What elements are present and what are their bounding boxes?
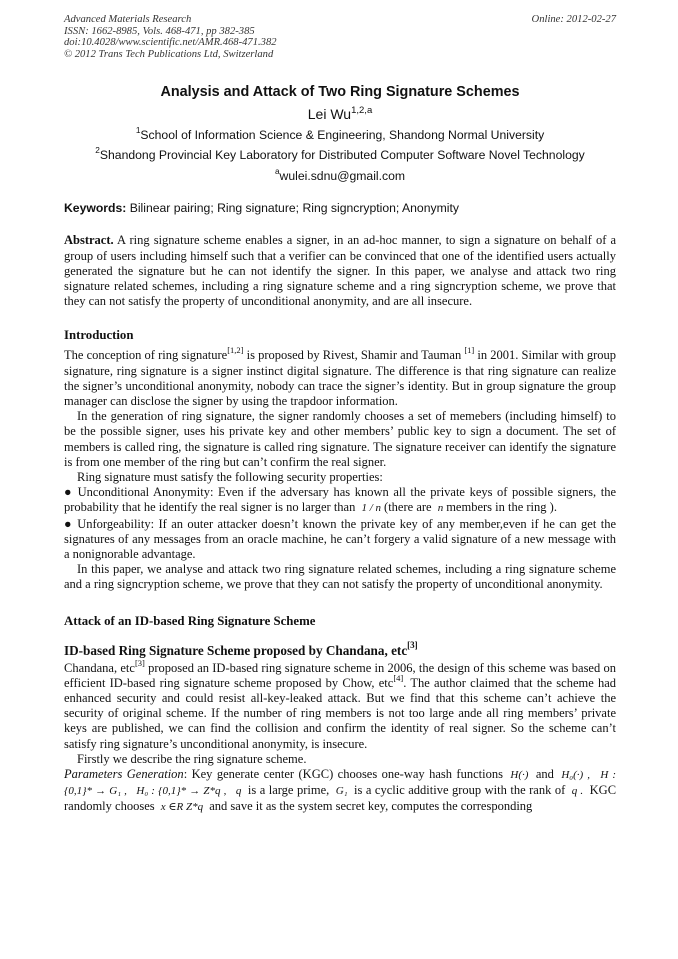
- attack-paragraph-1: [64, 657, 617, 752]
- copyright: © 2012 Trans Tech Publications Ltd, Switzerland: [64, 48, 274, 60]
- math-inline: q .: [571, 785, 584, 798]
- section-heading-attack: Attack of an ID-based Ring Signature Scheme: [64, 613, 316, 628]
- keywords: [64, 201, 616, 215]
- paper-page: [64, 14, 616, 816]
- abstract-label: Abstract.: [64, 233, 114, 248]
- subsection-title-text: ID-based Ring Signature Scheme proposed by Chandana, etc: [64, 642, 408, 658]
- parameters-generation-label: Parameters Generation: [64, 767, 184, 782]
- keywords-label: Keywords:: [64, 201, 127, 216]
- math-inline: n: [437, 502, 444, 515]
- bullet1-text-a: ● Unconditional Anonymity: Even if the adversary has known all the private keys of possible signers, the probability that he identify the real signer is no larger than: [64, 485, 616, 515]
- online-date: Online: 2012-02-27: [531, 14, 616, 25]
- intro-paragraph-4: In this paper, we analyse and attack two ring signature related schemes, including a ring signature scheme and a ring signcryption scheme, we prove that they can not satisfy the property of unconditional anonymity.: [64, 562, 616, 592]
- email-sup: a: [274, 166, 280, 177]
- params-text-d: KGC randomly chooses: [64, 783, 617, 814]
- math-inline: q: [235, 785, 242, 798]
- math-inline: G₁: [335, 785, 348, 798]
- bullet-unconditional-anonymity: [64, 485, 616, 516]
- math-inline: H₀(·) ,: [561, 769, 590, 782]
- math-inline: H : {0,1}* → G₁ ,: [64, 769, 617, 798]
- abstract-text: A ring signature scheme enables a signer, in an ad-hoc manner, to sign a signature on behalf of a group of users including himself such that a verifier can be convinced that one of the identified users actually generated the signature but he can not identify the signer. In this paper, we analyse and attack two ring signature related schemes, including a ring signature scheme and a ring signcryption scheme, we prove that they can not satisfy the property of unconditional anonymity, and are all insecure.: [64, 233, 616, 309]
- keywords-text: Bilinear pairing; Ring signature; Ring signcryption; Anonymity: [126, 201, 459, 216]
- attack-body: [64, 657, 617, 816]
- citation-ref: [1]: [464, 345, 475, 356]
- bullet1-text-c: members in the ring ).: [446, 500, 557, 515]
- math-inline: H(·): [510, 769, 529, 782]
- intro-p1-text-a: The conception of ring signature: [64, 348, 228, 363]
- bullet1-text-b: (there are: [384, 500, 432, 515]
- subsection-heading-chandana: [64, 640, 616, 659]
- intro-paragraph-2: In the generation of ring signature, the signer randomly chooses a set of memebers (including himself) to be the possible signer, uses his private key and other members’ public key to sign a document. The set of members is called ring, the signature is called ring signature. The signature receiver can identify the signature is from one member of the ring but can’t confirm the real signer.: [64, 409, 616, 469]
- citation-ref: [3]: [134, 657, 145, 668]
- paper-title: Analysis and Attack of Two Ring Signature Schemes: [160, 84, 520, 101]
- intro-paragraph-3: Ring signature must satisfy the following security properties:: [77, 470, 383, 485]
- author-sup: 1,2,a: [351, 104, 373, 116]
- parameters-generation-paragraph: [64, 767, 616, 816]
- citation-ref: [1,2]: [227, 345, 244, 356]
- journal-header: [64, 14, 616, 60]
- journal-name: Advanced Materials Research: [64, 14, 192, 25]
- citation-ref: [3]: [407, 640, 418, 651]
- intro-p1-text-c: in 2001. Similar with group signature, ring signature is a signer instinct digital signature. The difference is that ring signature can realize the signer’s unconditional anonymity, nobody can trace the signer’s identity. But in group signature the group manager can disclose the signer by using the trapdoor information.: [64, 348, 616, 408]
- params-text-e: and save it as the system secret key, computes the corresponding: [209, 799, 533, 814]
- attack-paragraph-2: Firstly we describe the ring signature scheme.: [77, 751, 307, 766]
- affiliation-1-sup: 1: [135, 125, 141, 136]
- params-text-c: is a cyclic additive group with the rank of: [354, 783, 566, 798]
- bullet-unforgeability: ● Unforgeability: If an outer attacker doesn’t known the private key of any member,even if he can get the signatures of any messages from an oracle machine, he can’t forgery a valid signature of a new message with a nonignorable advantage.: [64, 516, 616, 562]
- attack-p1-text-a: Chandana, etc: [64, 660, 135, 675]
- math-inline: H₀ : {0,1}* → Z*q ,: [136, 785, 227, 798]
- citation-ref: [4]: [393, 672, 404, 683]
- intro-paragraph-1: [64, 345, 616, 409]
- params-text-b: is a large prime,: [247, 783, 330, 798]
- math-inline: 1 / n: [361, 502, 382, 515]
- author: [64, 106, 616, 122]
- math-inline: x ∈R Z*q: [160, 801, 204, 814]
- introduction-body: [64, 345, 616, 592]
- doi: doi:10.4028/www.scientific.net/AMR.468-471.382: [64, 37, 277, 49]
- affiliation-2-text: Shandong Provincial Key Laboratory for Distributed Computer Software Novel Technology: [99, 148, 585, 163]
- affiliation-2: [64, 145, 616, 163]
- params-text-a: : Key generate center (KGC) chooses one-way hash functions: [183, 767, 503, 782]
- params-text-and: and: [535, 767, 554, 782]
- author-name: Lei Wu: [307, 106, 352, 123]
- attack-p1-text-c: . The author claimed that the scheme had enhanced security and could resist all-key-leaked attack. But we find that this scheme can’t achieve the security of original scheme. If the number of ring members is not too large ande all ring members’ private keys are published, we can find the collision and confirm the identity of real signer. So the scheme can’t satisfy ring signature’s unconditional anonymity, is insecure.: [64, 675, 617, 751]
- email-text: wulei.sdnu@gmail.com: [279, 169, 406, 184]
- abstract: [64, 233, 616, 309]
- section-heading-introduction: Introduction: [64, 328, 134, 343]
- affiliation-1-text: School of Information Science & Engineering, Shandong Normal University: [140, 128, 545, 143]
- email: [64, 166, 616, 184]
- affiliation-2-sup: 2: [95, 145, 100, 156]
- affiliation-1: [64, 125, 616, 143]
- attack-p1-text-b: proposed an ID-based ring signature scheme in 2006, the design of this scheme was based on efficient ID-based ring signature scheme proposed by Chow, etc: [64, 660, 616, 690]
- intro-p1-text-b: is proposed by Rivest, Shamir and Tauman: [243, 348, 465, 363]
- issn: ISSN: 1662-8985, Vols. 468-471, pp 382-385: [64, 25, 255, 37]
